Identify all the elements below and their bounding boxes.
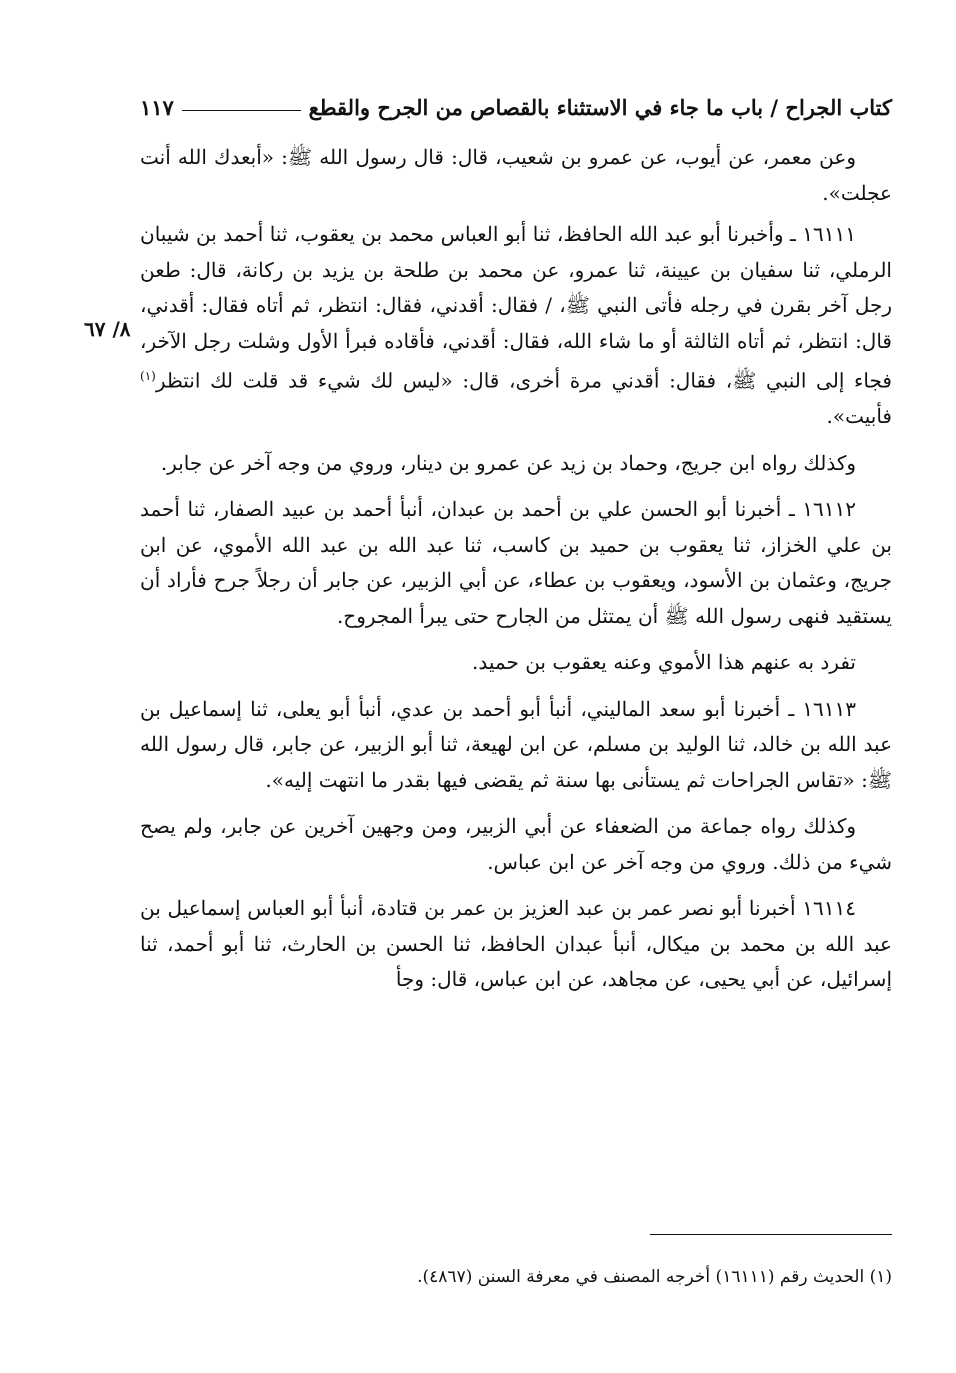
main-text	[140, 140, 892, 1009]
hadith-16114: ١٦١١٤ أخبرنا أبو نصر عمر بن عبد العزيز بن عمر بن قتادة، أنبأ أبو العباس إسماعيل بن عبد الله بن محمد بن ميكال، أنبأ عبدان الحافظ، ثنا الحسن بن الحارث، ثنا أبو أحمد، ثنا إسرائيل، عن أبي يحيى، عن مجاهد، عن ابن عباس، قال: وجأ	[140, 896, 892, 992]
hadith-16113: ١٦١١٣ ـ أخبرنا أبو سعد الماليني، أنبأ أبو أحمد بن عدي، أنبأ أبو يعلى، ثنا إسماعيل بن عبد الله بن خالد، ثنا الوليد بن مسلم، عن ابن لهيعة، ثنا أبو الزبير، عن جابر، قال رسول الله ﷺ: «تقاس الجراحات ثم يستأنى بها سنة ثم يقضى فيها بقدر ما انتهت إليه».	[140, 696, 892, 792]
paragraph-text: ١٦١١١ ـ وأخبرنا أبو عبد الله الحافظ، ثنا أبو العباس محمد بن يعقوب، ثنا أحمد بن شيبان الرملي، ثنا سفيان بن عيينة، ثنا عمرو، عن محمد بن طلحة بن يزيد بن ركانة، قال: طعن رجل آخر بقرن في رجله فأتى النبي ﷺ، / فقال: أقدني، فقال: انتظر، ثم أتاه فقال: أقدني، قال: انتظر، ثم أتاه الثالثة أو ما شاء الله، فقال: أقدني، فأقاده فبرأ الأول وشلت رجل الآخر، فجاء إلى النبي ﷺ، فقال: أقدني مرة أخرى، قال: «ليس لك شيء قد قلت لك انتظر	[140, 222, 892, 393]
paragraph: وعن معمر، عن أيوب، عن عمرو بن شعيب، قال: قال رسول الله ﷺ: «أبعدك الله أنت عجلت».	[140, 145, 892, 205]
paragraph: وكذلك رواه ابن جريج، وحماد بن زيد عن عمرو بن دينار، وروي من وجه آخر عن جابر.	[160, 450, 856, 475]
hadith-16111	[140, 217, 892, 435]
footnote-rule	[650, 1234, 892, 1235]
header-title: كتاب الجراح / باب ما جاء في الاستثناء بالقصاص من الجرح والقطع	[308, 95, 892, 120]
footnote: (١) الحديث رقم (١٦١١١) أخرجه المصنف في معرفة السنن (٤٨٦٧).	[417, 1267, 892, 1287]
margin-reference: ٨/ ٦٧	[84, 317, 131, 341]
page-number: ١١٧	[140, 95, 174, 120]
paragraph-tail: فأبيت».	[826, 404, 892, 429]
header-rule	[182, 110, 301, 111]
running-header	[140, 86, 892, 120]
hadith-16112: ١٦١١٢ ـ أخبرنا أبو الحسن علي بن أحمد بن عبدان، أنبأ أحمد بن عبيد الصفار، ثنا أحمد بن علي الخزاز، ثنا يعقوب بن حميد بن كاسب، ثنا عبد الله بن عبد الله الأموي، عن ابن جريج، وعثمان بن الأسود، ويعقوب بن عطاء، عن أبي الزبير، عن جابر أن رجلاً جرح فأراد أن يستقيد فنهى رسول الله ﷺ أن يمتثل من الجارح حتى يبرأ المجروح.	[140, 497, 892, 628]
footnote-ref: (١)	[140, 369, 156, 383]
paragraph: وكذلك رواه جماعة من الضعفاء عن أبي الزبير، ومن وجهين آخرين عن جابر، ولم يصح شيء من ذلك. وروي من وجه آخر عن ابن عباس.	[140, 814, 892, 874]
paragraph: تفرد به عنهم هذا الأموي وعنه يعقوب بن حميد.	[472, 650, 856, 675]
